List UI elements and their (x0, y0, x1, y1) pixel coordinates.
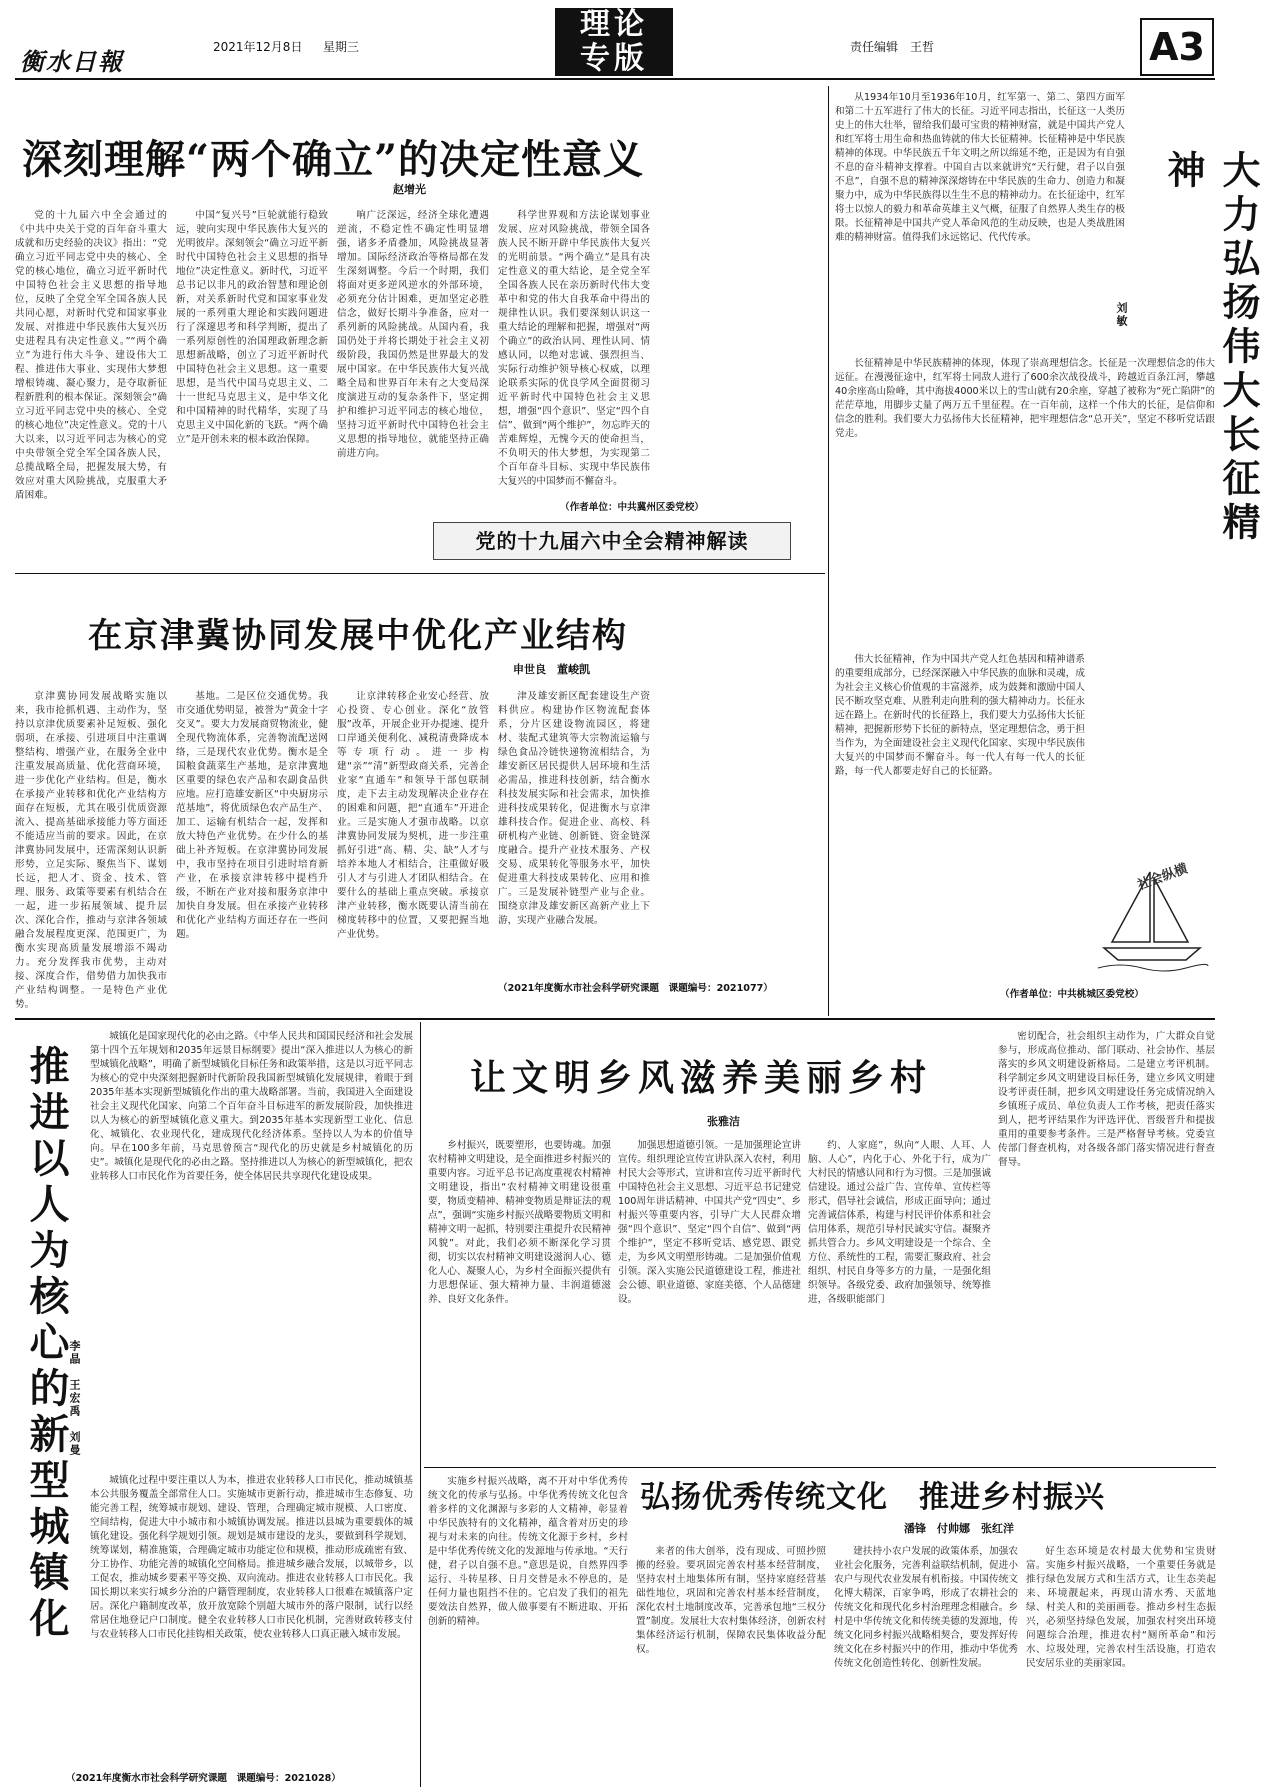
article1-text-1: 党的十九届六中全会通过的《中共中央关于党的百年奋斗重大成就和历史经验的决议》指出：“党确立习近平同志党中央的核心、全党的核心地位，确立习近平新时代中国特色社会主义思想的指导地位，反映了全党全军全国各族人民共同心愿，对新时代党和国家事业发展、对推进中华民族伟大复兴历史进程具有决定性意义。”“两个确立”为进行伟大斗争、建设伟大工程、推进伟大事业、实现伟大梦想增根铸魂、凝心聚力，是夺取新征程新胜利的根本保证。深刻领会“确立习近平同志党中央的核心、全党的核心地位”决定性意义。党的十八大以来，以习近平同志为核心的党中央带领全党全军全国各族人民，总揽战略全局，把握发展大势，有效应对重大风险挑战，克服重大矛盾困难。 (15, 210, 167, 501)
article5-text-2: 加强思想道德引领。一是加强理论宣讲宣传。组织理论宣传宣讲队深入农村，利用村民大会等形式，宣讲和宣传习近平新时代中国特色社会主义思想、习近平总书记建党100周年讲话精神、中国共产党“四史”、乡村振兴等重要内容，引导广大人民群众增强“四个意识”、坚定“四个自信”、做到“两个维护”，坚定不移听党话、感党恩、跟党走，为乡风文明塑形铸魂。二是加强价值观引领。深入实施公民道德建设工程，推进社会公德、职业道德、家庭美德、个人品德建设。 (618, 1140, 801, 1305)
article2-column-3 (337, 690, 489, 1010)
article5-column-3 (808, 1139, 991, 1459)
article1-column-2 (176, 209, 328, 565)
article2-research-note: （2021年度衡水市社会科学研究课题 课题编号：2021077） (498, 983, 773, 994)
page-number: A3 (1140, 18, 1214, 76)
article3-column-2 (835, 357, 1215, 647)
article3-author-unit: （作者单位：中共桃城区委党校） (1000, 989, 1144, 1000)
article6-column-4 (1026, 1545, 1216, 1782)
article5-text-1: 乡村振兴，既要塑形，也要铸魂。加强农村精神文明建设，是全面推进乡村振兴的重要内容。习近平总书记高度重视农村精神文明建设，指出“农村精神文明建设很重要，物质变精神、精神变物质是辩证法的观点”，强调“实施乡村振兴战略要物质文明和精神文明一起抓，特别要注重提升农民精神风貌”。对此，我们必须不断深化学习贯彻，切实以农村精神文明建设滋润人心、德化人心、凝聚人心，为乡村全面振兴提供有力思想保证、强大精神力量、丰润道德滋养、良好文化条件。 (428, 1140, 611, 1305)
article2-author: 申世良 董峻凯 (513, 663, 590, 676)
article1-author: 赵增光 (393, 183, 426, 196)
section-name-banner (555, 8, 673, 76)
article1-text-2: 中国“复兴号”巨轮就能行稳致远，驶向实现中华民族伟大复兴的光明彼岸。深刻领会“确立习近平新时代中国特色社会主义思想的指导地位”决定性意义。新时代，习近平总书记以非凡的政治智慧和理论创新，对关系新时代党和国家事业发展的一系列重大理论和实践问题进行了深邃思考和科学判断，提出了一系列原创性的治国理政新理念新思想新战略，创立了习近平新时代中国特色社会主义思想。这一重要思想，是当代中国马克思主义、二十一世纪马克思主义，是中华文化和中国精神的时代精华，实现了马克思主义中国化新的飞跃。“两个确立”是开创未来的根本政治保障。 (176, 210, 328, 445)
article4-divider (420, 1022, 421, 1787)
article2-column-4 (498, 690, 650, 980)
article4-title: 推进以人为核心的新型城镇化 (23, 1045, 70, 1643)
article5-column-4 (998, 1030, 1215, 1460)
article6-column-3 (834, 1545, 1018, 1782)
article5-column-1 (428, 1139, 611, 1459)
article4-text-1: 城镇化是国家现代化的必由之路。《中华人民共和国国民经济和社会发展第十四个五年规划和2035年远景目标纲要》提出“深入推进以人为核心的新型城镇化战略”，明确了新型城镇化目标任务和政策举措，这是以习近平同志为核心的党中央深刻把握新时代新阶段我国新型城镇化发展规律，着眼于到2035年基本实现新型城镇化作出的重大战略部署。当前，我国进入全面建设社会主义现代化国家、向第二个百年奋斗目标进军的新发展阶段，加快推进以人为核心的新型城镇化意义重大。到2035年基本实现新型工业化、信息化、城镇化、农业现代化，建成现代化经济体系。坚持以人为本的价值导向。早在100多年前，马克思曾预言“现代化的历史就是乡村城镇化的历史”。城镇化是现代化的必由之路。坚持推进以人为核心的新型城镇化，把农业转移人口市民化作为首要任务，使全体居民共享现代化建设成果。 (90, 1031, 413, 1182)
article1-column-1 (15, 209, 167, 565)
masthead-rule (15, 78, 1215, 80)
column-watermark: 社会纵横 (1135, 861, 1190, 894)
editor-credit: 责任编辑 王哲 (850, 40, 935, 54)
article5-author: 张雅洁 (707, 1115, 740, 1128)
article3-text-1: 从1934年10月至1936年10月，红军第一、第二、第四方面军和第二十五军进行了伟大的长征。习近平同志指出，长征这一人类历史上的伟大壮举，留给我们最可宝贵的精神财富，就是中国共产党人和红军将士用生命和热血铸就的伟大长征精神。长征精神是中华民族精神的体现。中华民族五千年文明之所以绵延不绝，正是因为有自强不息的奋斗精神支撑着。中国自古以来就讲究“天行健，君子以自强不息”，自强不息的精神深深熔铸在中华民族的生命力、创造力和凝聚力中，成为中华民族得以生生不息的精神动力。在长征途中，红军将士以惊人的毅力和革命英雄主义气概，征服了自然界人类生存的极限。长征精神是中国共产党人革命风范的生动反映，也是人类战胜困难的精神财富。值得我们永远铭记、代代传承。 (835, 92, 1125, 243)
article3-text-3: 伟大长征精神，作为中国共产党人红色基因和精神谱系的重要组成部分，已经深深融入中华民族的血脉和灵魂，成为社会主义核心价值观的丰富滋养，成为鼓舞和激励中国人民不断攻坚克难、从胜利走向胜利的强大精神动力。长征永远在路上。在新时代的长征路上，我们要大力弘扬伟大长征精神，把握新形势下长征的新特点，坚定理想信念，勇于担当作为，为全面建设社会主义现代化国家、实现中华民族伟大复兴的中国梦而不懈奋斗。每一代人有每一代人的长征路，每一代人都要走好自己的长征路。 (835, 654, 1085, 777)
article1-text-3: 响广泛深远，经济全球化遭遇逆流，不稳定性不确定性明显增强，诸多矛盾叠加，风险挑战显著增加。国际经济政治等格局都在发生深刻调整。今后一个时期，我们将面对更多逆风逆水的外部环境，必须充分估计困难，更加坚定必胜信念，做好长期斗争准备，应对一系列新的风险挑战。从国内看，我国仍处于并将长期处于社会主义初级阶段，我国仍然是世界最大的发展中国家。在中华民族伟大复兴战略全局和世界百年未有之大变局深度演进互动的复杂条件下，坚定拥护和维护习近平同志的核心地位，坚持习近平新时代中国特色社会主义思想的指导地位，就能坚持正确前进方向。 (337, 210, 489, 459)
article1-column-3 (337, 209, 489, 565)
article3-column-3 (835, 653, 1085, 981)
sailboat-illustration (1090, 860, 1214, 978)
article2-column-2 (176, 690, 328, 1010)
article1-bottom-rule (15, 573, 825, 574)
article2-column-1 (15, 690, 167, 1010)
newspaper-name: 衡水日報 (20, 47, 124, 76)
article1-title: 深刻理解“两个确立”的决定性意义 (22, 136, 645, 183)
article2-text-3: 让京津转移企业安心经营、放心投资、专心创业。深化“放管服”改革，开展企业开办提速、提升口岸通关便利化、减税清费降成本等专项行动。进一步构建“亲”“清”新型政商关系，完善企业家“直通车”和领导干部包联制度，走下去主动发现解决企业存在的困难和问题，把“直通车”开进企业。三是实施人才强市战略。以京津冀协同发展为契机，进一步注重抓好引进“高、精、尖、缺”人才与培养本地人才相结合，注重做好吸引人才与引进人才团队相结合。在要什么的基础上重点突破。承接京津产业转移，衡水既要认清当前在梯度转移中的位置，又要把握当地产业优势。 (337, 691, 489, 940)
upper-half-bottom-rule (15, 1018, 1215, 1020)
article6-text-1: 实施乡村振兴战略，离不开对中华优秀传统文化的传承与弘扬。中华优秀传统文化包含着多样的文化渊源与多彩的人文精神，彰显着中华民族特有的文化精神，蕴含着对历史的珍视与对未来的向往。传统文化源于乡村，乡村是中华优秀传统文化的发源地与传承地。“天行健，君子以自强不息。”意思是说，自然界四季运行、斗转星移、日月交替是永不停息的，是任何力量也阻挡不住的。它启发了我们的祖先要效法自然界，做人做事要有不断进取、开拓创新的精神。 (428, 1476, 628, 1627)
article4-author: 李晶 王宏禹 刘曼 (68, 1340, 81, 1457)
article6-text-2: 来者的伟大创举，没有现成、可照抄照搬的经验。要巩固完善农村基本经营制度，坚持农村土地集体所有制，坚持家庭经营基础性地位，巩固和完善农村基本经营制度，深化农村土地制度改革，完善承包地“三权分置”制度。发展壮大农村集体经济，创新农村集体经济运行机制，保障农民集体收益分配权。 (636, 1546, 826, 1655)
article3-text-2: 长征精神是中华民族精神的体现，体现了崇高理想信念。长征是一次理想信念的伟大远征。在漫漫征途中，红军将士同敌人进行了600余次战役战斗，跨越近百条江河，攀越40余座高山险峰，其中海拔4000米以上的雪山就有20余座，穿越了被称为“死亡陷阱”的茫茫草地，用脚步丈量了两万五千里征程。在一百年前，这样一个伟大的长征，是信仰和信念的胜利。我们要大力弘扬伟大长征精神，把牢理想信念“总开关”，坚定不移听党话跟党走。 (835, 358, 1215, 439)
article2-text-2: 基地。二是区位交通优势。我市交通优势明显，被誉为“黄金十字交叉”。要大力发展商贸物流业，健全现代物流体系，完善物流配送网络，三是现代农业优势。衡水是全国粮食蔬菜生产基地，是京津冀地区重要的绿色农产品和农副食品供应地。应打造雄安新区“中央厨房示范基地”，将优质绿色农产品生产、加工、运输有机结合一起，发挥和放大特色产业优势。在少什么的基础上补齐短板。在京津冀协同发展中，我市坚持在项目引进时培育新产业，在承接京津转移中提档升级，不断在产业对接和服务京津中加快自身发展。但在承接产业转移和优化产业结构方面还存在一些问题。 (176, 691, 328, 940)
article1-column-4 (498, 209, 650, 494)
section-name: 理论专版 (580, 7, 648, 76)
article6-text-4: 好生态环境是农村最大优势和宝贵财富。实施乡村振兴战略，一个重要任务就是推行绿色发展方式和生活方式，让生态美起来、环境靓起来，再现山清水秀、天蓝地绿、村美人和的美丽画卷。推动乡村生态振兴，必须坚持绿色发展，加强农村突出环境问题综合治理，推进农村“厕所革命”和污水、垃圾处理，完善农村生活设施，打造农民安居乐业的美丽家园。 (1026, 1546, 1216, 1669)
article5-text-4: 密切配合，社会组织主动作为，广大群众自觉参与，形成高位推动、部门联动、社会协作、基层落实的乡风文明建设新格局。二是建立考评机制。科学制定乡风文明建设目标任务，建立乡风文明建设考评责任制，把乡风文明建设任务完成情况纳入乡镇班子成员、单位负责人工作考核，把责任落实到人，把考评结果作为评选评优、晋级晋升和提拔重用的重要参考条件。三是严格督导考核。党委宣传部门督查机构，对各级各部门落实情况进行督查督导。 (998, 1031, 1215, 1168)
article5-bottom-rule (424, 1467, 1216, 1468)
article4-column-1 (90, 1030, 413, 1470)
article5-column-2 (618, 1139, 801, 1459)
article2-text-1: 京津冀协同发展战略实施以来，我市抢抓机遇、主动作为，坚持以京津优质要素补足短板、强化弱项，在承接、引进项目中注重调整结构、增强产业，在服务全业中注重发展高质量、优化营商环境，进一步优化产业结构。但是，衡水在承接产业转移和优化产业结构方面存在短板，尤其在吸引优质资源流入、提高基础承接能力等方面还不能适应当前的要求。因此，在京津冀协同发展中，还需深刻认识新形势，立足实际、聚焦当下、谋划长远，把人才、资金、技术、管理、服务、政策等要素有机结合在一起，进一步拓展领域、提升层次、深化合作，推动与京津各领域融合发展程度更深、范围更广，为衡水实现高质量发展增添不竭动力。充分发挥我市优势，主动对接、深度合作，借势借力加快我市产业结构调整。一是特色产业优势。 (15, 691, 167, 1010)
article1-text-4: 科学世界观和方法论谋划事业发展、应对风险挑战，带领全国各族人民不断开辟中华民族伟大复兴的光明前景。“两个确立”是具有决定性意义的重大结论，是全党全军全国各族人民在亲历新时代伟大变革中和党的伟大自我革命中得出的规律性认识。我们要深刻认识这一重大结论的理解和把握，增强对“两个确立”的政治认同、理性认同、情感认同，以绝对忠诚、强烈担当、实际行动维护领导核心权威，以理论联系实际的优良学风全面贯彻习近平新时代中国特色社会主义思想，增强“四个意识”、坚定“四个自信”、做到“两个维护”，勿忘昨天的苦难辉煌，无愧今天的使命担当，不负明天的伟大梦想，为实现第二个百年奋斗目标、实现中华民族伟大复兴的中国梦而不懈奋斗。 (498, 210, 650, 487)
article6-author: 潘锋 付帅娜 张红洋 (904, 1522, 1014, 1535)
article1-author-unit: （作者单位：中共冀州区委党校） (560, 502, 704, 513)
article3-column-1 (835, 91, 1125, 353)
article4-column-2 (90, 1474, 413, 1764)
article5-title: 让文明乡风滋养美丽乡村 (470, 1057, 933, 1099)
article2-title: 在京津冀协同发展中优化产业结构 (88, 616, 628, 656)
article2-text-4: 津及雄安新区配套建设生产资料供应。构建协作区物流配套体系，分片区建设物流园区，将建材、装配式建筑等大宗物流运输与绿色食品冷链快递物流相结合，为雄安新区居民提供人居环境和生活必需品，推进科技创新，结合衡水科技发展实际和社会需求，加快推进科技成果转化，促进衡水与京津雄科技合作。促进企业、高校、科研机构产业链、创新链、资金链深度融合。提升产业技术服务、产权交易、成果转化等服务水平，加快促进重大科技成果转化、应用和推广。三是发展补链型产业与企业。围绕京津及雄安新区高新产业上下游，实现产业融合发展。 (498, 691, 650, 926)
issue-weekday: 星期三 (323, 40, 360, 54)
article4-research-note: （2021年度衡水市社会科学研究课题 课题编号：2021028） (66, 1773, 341, 1784)
column-divider-right (828, 86, 829, 1016)
article3-title: 大力弘扬伟大长征精神 (1161, 150, 1261, 546)
article6-text-3: 建扶持小农户发展的政策体系，加强农业社会化服务，完善利益联结机制，促进小农户与现代农业发展有机衔接。中国传统文化博大精深，百家争鸣，形成了农耕社会的传统文化和现代化乡村治理理念相融合。乡村是中华传统文化和传统美德的发源地，传统文化同乡村振兴战略相契合，要发挥好传统文化在乡村振兴中的作用，推动中华优秀传统文化创造性转化、创新性发展。 (834, 1546, 1018, 1669)
article6-column-1 (428, 1475, 628, 1782)
section-subhead: 党的十九届六中全会精神解读 (433, 522, 791, 560)
issue-date: 2021年12月8日 (213, 40, 303, 54)
article5-text-3: 约、人家庭”，纵向“人眼、人耳、人脑、人心”，内化于心、外化于行，成为广大村民的情感认同和行为习惯。三是加强诚信建设。通过公益广告、宣传单、宣传栏等形式，倡导社会诚信，形成正面导向；通过完善诚信体系，构建与村民评价体系和社会信用体系，规范引导村民诚实守信。凝聚齐抓共管合力。乡风文明建设是一个综合、全方位、系统性的工程，需要汇聚政府、社会组织、村民自身等多方的力量，一是强化组织领导。各级党委、政府加强领导、统筹推进，各级职能部门 (808, 1140, 991, 1305)
article4-text-2: 城镇化过程中要注重以人为本，推进农业转移人口市民化，推动城镇基本公共服务覆盖全部常住人口。实施城市更新行动，推进城市生态修复、功能完善工程，统筹城市规划、建设、管理，合理确定城市规模、人口密度、空间结构，促进大中小城市和小城镇协调发展。推进以县城为重要载体的城镇化建设。强化科学规划引领。规划是城市建设的龙头，要做到科学规划，统筹谋划，精准施策，合理确定城市功能定位和规模，推动形成疏密有致、分工协作、功能完善的城镇化空间格局。推进城乡融合发展，以城带乡，以工促农，推动城乡要素平等交换、双向流动。推进农业转移人口市民化。我国长期以来实行城乡分治的户籍管理制度，农业转移人口很难在城镇落户定居。深化户籍制度改革，放开放宽除个别超大城市外的落户限制，试行以经常居住地登记户口制度。健全农业转移人口市民化机制，完善财政转移支付与农业转移人口市民化挂钩相关政策，使农业转移人口真正融入城市发展。 (90, 1475, 413, 1640)
article3-author: 刘敏 (1115, 302, 1128, 328)
article6-column-2 (636, 1545, 826, 1782)
article6-title: 弘扬优秀传统文化 推进乡村振兴 (640, 1480, 1105, 1515)
